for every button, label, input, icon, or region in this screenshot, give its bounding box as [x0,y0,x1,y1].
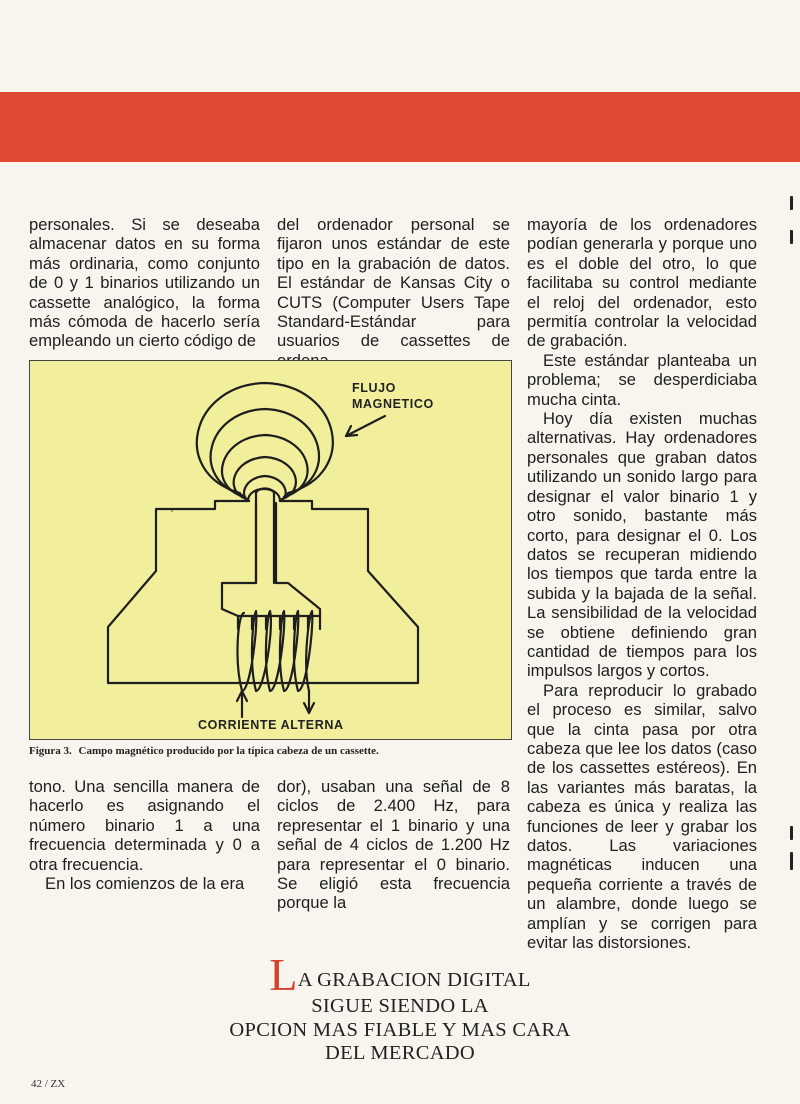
figure-caption [29,745,510,757]
article-paragraph: mayoría de los ordenadores podían generarla y porque uno es el doble del otro, lo que facilitaba su control mediante el reloj del ordenador, esto permitía controlar la velocidad de grabación. [527,215,757,351]
pull-quote-line: LA GRABACION DIGITAL [269,949,531,1000]
article-column-2-continued [277,777,510,913]
margin-mark [790,196,793,210]
article-paragraph: En los comienzos de la era [45,874,245,894]
article-paragraph: Hoy día existen muchas alternativas. Hay ordenadores personales que graban datos utilizando un sonido largo para designar el valor binario 1 y otro sonido, bastante más corto, para designar el 0. Los datos se recuperan midiendo los tiempos que tarda entre la subida y la bajada de la señal. La sensibilidad de la velocidad se obtiene definiendo gran cantidad de tiempos para los impulsos largos y cortos. [527,409,757,681]
pull-quote-line: SIGUE SIENDO LA [311,995,489,1017]
pull-quote-line: DEL MERCADO [324,1042,476,1064]
article-column-1-continued [29,777,260,893]
figure-caption-text: Campo magnético producido por la típica cabeza de un cassette. [78,745,379,757]
flux-line [211,409,319,495]
article-column-1 [29,215,260,351]
article-paragraph: dor), usaban una señal de 8 ciclos de 2.400 Hz, para representar el 1 binario y una señal de 4 ciclos de 1.200 Hz para representar el 0 binario. Se eligió esta frecuencia porque la [277,777,510,913]
article-paragraph: Para reproducir lo grabado el proceso es similar, salvo que la cinta pasa por otra cabeza que lee los datos (caso de los cassettes estéreos). En las variantes más baratas, la cabeza es única y realiza las funciones de leer y grabar los datos. Las variaciones magnéticas inducen una pequeña corriente a través de un alambre, donde luego se amplían y se corrigen para evitar las distorsiones. [527,680,757,953]
header-color-band [0,92,800,162]
pull-quote [190,949,610,1066]
margin-mark [790,852,793,870]
page-folio: 42 / ZX [31,1078,66,1090]
margin-mark [790,230,793,244]
pull-quote-line: OPCION MAS FIABLE Y MAS CARA [229,1018,571,1041]
coil [238,611,313,691]
pull-quote-dropcap: L [269,949,298,1000]
tape-head-illustration [30,361,511,739]
article-paragraph: personales. Si se deseaba almacenar datos en su forma más ordinaria, como conjunto de 0 y 1 binarios utilizando un cassette analógico, la forma más cómoda de hacerlo sería empleando un cierto código de [29,215,260,351]
article-paragraph: tono. Una sencilla manera de hacerlo es asignando el número binario 1 a una frecuencia determinada y 0 a otra frecuencia. [29,777,260,874]
article-paragraph: del ordenador personal se fijaron unos estándar de este tipo en la grabación de datos. El estándar de Kansas City o CUTS (Computer Users Tape Standard-Estándar para usuarios de cassettes de [277,215,510,351]
article-column-2 [277,215,510,370]
article-paragraph: Este estándar planteaba un problema; se desperdiciaba mucha cinta. [527,350,757,409]
pole-piece [222,489,320,616]
margin-mark [790,826,793,840]
alternating-current-label: CORRIENTE ALTERNA [198,718,344,732]
article-column-3 [527,215,757,952]
magnetic-label: MAGNETICO [352,397,434,411]
flux-label: FLUJO [352,381,396,395]
head-body [108,501,418,683]
figure-3-diagram [29,360,512,740]
figure-caption-number: Figura 3. [29,745,72,757]
